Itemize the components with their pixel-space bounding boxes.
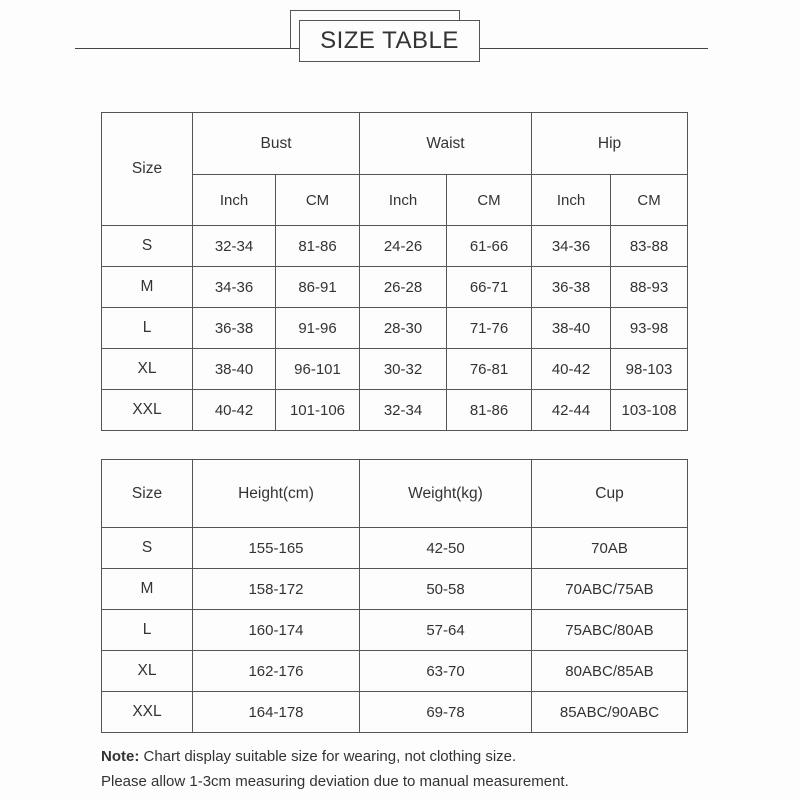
weight-cell: 63-70 [360,651,532,692]
cup-cell: 70AB [532,528,688,569]
size-cell: S [102,226,193,267]
table-row [102,349,688,390]
size-cell: M [102,569,193,610]
note [101,744,741,794]
measurement-header-row [102,113,688,175]
hip-inch-cell: 38-40 [532,308,611,349]
waist-cm-cell: 81-86 [447,390,532,431]
waist-cm-cell: 61-66 [447,226,532,267]
hip-inch-cell: 34-36 [532,226,611,267]
waist-inch-cell: 30-32 [360,349,447,390]
measurement-table [101,112,688,431]
hip-cm-cell: 83-88 [611,226,688,267]
table-row [102,390,688,431]
hip-inch-cell: 42-44 [532,390,611,431]
size-cell: XXL [102,390,193,431]
waist-inch-cell: 28-30 [360,308,447,349]
hip-cm-cell: 103-108 [611,390,688,431]
height-cell: 155-165 [193,528,360,569]
bust-inch-cell: 32-34 [193,226,276,267]
weight-cell: 42-50 [360,528,532,569]
size-cell: L [102,610,193,651]
cup-cell: 80ABC/85AB [532,651,688,692]
size-cell: M [102,267,193,308]
height-cell: 164-178 [193,692,360,733]
hip-inch-cell: 40-42 [532,349,611,390]
fit-table [101,459,688,733]
table-row [102,226,688,267]
bust-cm-cell: 81-86 [276,226,360,267]
weight-cell: 57-64 [360,610,532,651]
size-cell: XL [102,349,193,390]
bust-cm-cell: 86-91 [276,267,360,308]
table-row [102,610,688,651]
size-header: Size [102,113,193,226]
size-cell: S [102,528,193,569]
height-cell: 158-172 [193,569,360,610]
note-label: Note: [101,748,140,765]
table-row [102,569,688,610]
bust-inch-header: Inch [193,175,276,226]
size-cell: L [102,308,193,349]
hip-inch-cell: 36-38 [532,267,611,308]
bust-cm-cell: 101-106 [276,390,360,431]
weight-cell: 69-78 [360,692,532,733]
bust-cm-cell: 91-96 [276,308,360,349]
hip-header: Hip [532,113,688,175]
bust-inch-cell: 40-42 [193,390,276,431]
hip-cm-header: CM [611,175,688,226]
size-cell: XXL [102,692,193,733]
waist-inch-header: Inch [360,175,447,226]
hip-cm-cell: 98-103 [611,349,688,390]
cup-cell: 70ABC/75AB [532,569,688,610]
bust-inch-cell: 36-38 [193,308,276,349]
note-text-1: Chart display suitable size for wearing, not clothing size. [139,748,517,765]
height-header: Height(cm) [193,460,360,528]
fit-header-row [102,460,688,528]
cup-cell: 85ABC/90ABC [532,692,688,733]
weight-cell: 50-58 [360,569,532,610]
hip-inch-header: Inch [532,175,611,226]
note-line-1 [101,744,741,769]
waist-cm-cell: 76-81 [447,349,532,390]
waist-cm-cell: 66-71 [447,267,532,308]
height-cell: 162-176 [193,651,360,692]
waist-inch-cell: 32-34 [360,390,447,431]
table-row [102,267,688,308]
table-row [102,651,688,692]
hip-cm-cell: 88-93 [611,267,688,308]
size-cell: XL [102,651,193,692]
bust-header: Bust [193,113,360,175]
height-cell: 160-174 [193,610,360,651]
cup-header: Cup [532,460,688,528]
bust-inch-cell: 38-40 [193,349,276,390]
title-frame [299,20,480,62]
waist-inch-cell: 24-26 [360,226,447,267]
fit-size-header: Size [102,460,193,528]
waist-inch-cell: 26-28 [360,267,447,308]
waist-cm-header: CM [447,175,532,226]
weight-header: Weight(kg) [360,460,532,528]
page-title: SIZE TABLE [320,27,459,54]
table-row [102,308,688,349]
table-row [102,528,688,569]
waist-header: Waist [360,113,532,175]
bust-inch-cell: 34-36 [193,267,276,308]
hip-cm-cell: 93-98 [611,308,688,349]
bust-cm-header: CM [276,175,360,226]
cup-cell: 75ABC/80AB [532,610,688,651]
bust-cm-cell: 96-101 [276,349,360,390]
note-text-2: Please allow 1-3cm measuring deviation due to manual measurement. [101,773,569,790]
table-row [102,692,688,733]
waist-cm-cell: 71-76 [447,308,532,349]
